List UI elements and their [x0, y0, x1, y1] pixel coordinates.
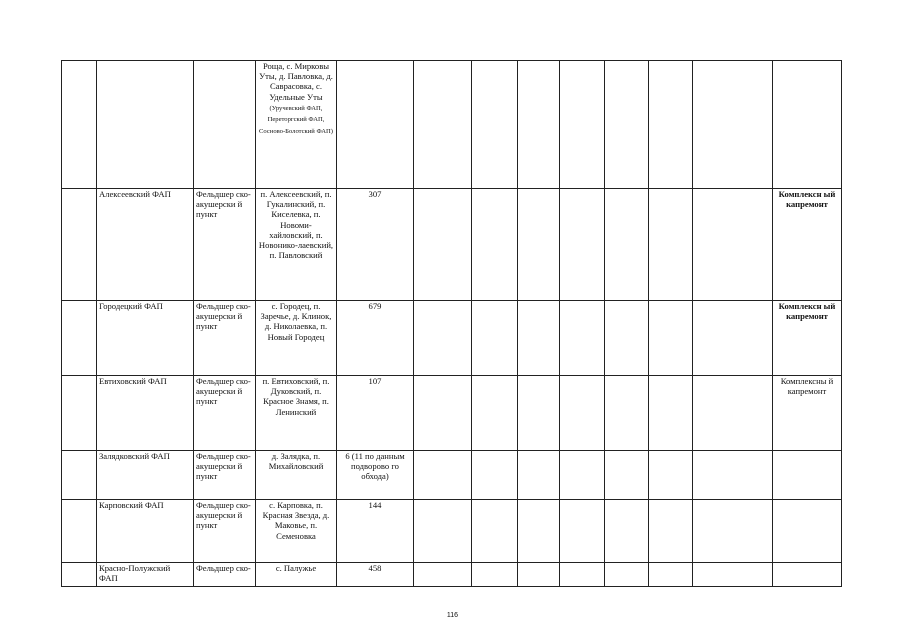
- facility-name-cell: Залядковский ФАП: [97, 451, 194, 500]
- empty-cell: [605, 301, 649, 376]
- empty-cell: [605, 61, 649, 189]
- empty-cell: [518, 189, 560, 301]
- empty-cell: [518, 301, 560, 376]
- empty-cell: [693, 451, 773, 500]
- service-area-text: с. Карповка, п. Красная Звезда, д. Маковье, п. Семеновка: [262, 500, 330, 541]
- empty-cell: [693, 376, 773, 451]
- facility-name-cell: Алексеевский ФАП: [97, 189, 194, 301]
- service-area-text: п. Алексеевский, п. Гукалинский, п. Киселевка, п. Новоми-хайловский, п. Новонико-лаевский, п. Павловский: [258, 189, 334, 261]
- empty-cell: [414, 189, 472, 301]
- table-row: [62, 189, 842, 301]
- row-number-cell: [62, 451, 97, 500]
- note-cell: [773, 500, 842, 563]
- empty-cell: [649, 61, 693, 189]
- empty-cell: [472, 61, 518, 189]
- service-area-cell: [256, 500, 337, 563]
- empty-cell: [560, 500, 605, 563]
- service-area-cell: [256, 376, 337, 451]
- table-row: [62, 301, 842, 376]
- facility-type-cell: [194, 61, 256, 189]
- service-area-cell: [256, 563, 337, 587]
- table-row: [62, 376, 842, 451]
- population-cell: 458: [337, 563, 414, 587]
- empty-cell: [560, 61, 605, 189]
- service-area-cell: [256, 451, 337, 500]
- empty-cell: [560, 189, 605, 301]
- empty-cell: [693, 563, 773, 587]
- empty-cell: [414, 376, 472, 451]
- note-cell: Комплексны й капремонт: [773, 376, 842, 451]
- table-row: [62, 61, 842, 189]
- service-area-cell: [256, 61, 337, 189]
- population-cell: 144: [337, 500, 414, 563]
- empty-cell: [472, 376, 518, 451]
- facility-type-cell: Фельдшер ско-акушерски й пункт: [194, 451, 256, 500]
- empty-cell: [472, 563, 518, 587]
- service-area-text: д. Залядка, п. Михайловский: [268, 451, 324, 472]
- empty-cell: [693, 500, 773, 563]
- empty-cell: [560, 451, 605, 500]
- note-cell: [773, 563, 842, 587]
- service-area-text: с. Палужье: [275, 563, 317, 573]
- population-cell: 307: [337, 189, 414, 301]
- empty-cell: [414, 500, 472, 563]
- empty-cell: [414, 563, 472, 587]
- empty-cell: [649, 451, 693, 500]
- empty-cell: [649, 500, 693, 563]
- facility-type-cell: Фельдшер ско-: [194, 563, 256, 587]
- facility-name-cell: [97, 61, 194, 189]
- empty-cell: [560, 376, 605, 451]
- note-cell: Комплексн ый капремонт: [773, 189, 842, 301]
- empty-cell: [649, 376, 693, 451]
- empty-cell: [472, 500, 518, 563]
- empty-cell: [518, 563, 560, 587]
- empty-cell: [605, 189, 649, 301]
- empty-cell: [472, 451, 518, 500]
- facility-name-cell: Карповский ФАП: [97, 500, 194, 563]
- facility-type-cell: Фельдшер ско-акушерски й пункт: [194, 301, 256, 376]
- facility-type-cell: Фельдшер ско-акушерски й пункт: [194, 376, 256, 451]
- empty-cell: [649, 563, 693, 587]
- empty-cell: [605, 500, 649, 563]
- service-area-text: Роща, с. Мирковы Уты, д. Павловка, д. Саврасовка, с. Удельные Уты: [259, 61, 333, 102]
- empty-cell: [693, 301, 773, 376]
- row-number-cell: [62, 500, 97, 563]
- population-cell: 6 (11 по данным подворово го обхода): [337, 451, 414, 500]
- empty-cell: [605, 563, 649, 587]
- population-cell: 107: [337, 376, 414, 451]
- empty-cell: [414, 451, 472, 500]
- table-row: [62, 563, 842, 587]
- note-cell: [773, 61, 842, 189]
- page-number: 116: [446, 612, 459, 619]
- note-cell: [773, 451, 842, 500]
- empty-cell: [605, 376, 649, 451]
- empty-cell: [560, 301, 605, 376]
- row-number-cell: [62, 189, 97, 301]
- row-number-cell: [62, 563, 97, 587]
- empty-cell: [472, 301, 518, 376]
- empty-cell: [560, 563, 605, 587]
- service-area-cell: [256, 189, 337, 301]
- facilities-table: [61, 60, 842, 587]
- empty-cell: [518, 61, 560, 189]
- population-cell: [337, 61, 414, 189]
- empty-cell: [693, 61, 773, 189]
- service-area-text: с. Городец, п. Заречье, д. Клинок, д. Николаевка, п. Новый Городец: [260, 301, 332, 342]
- empty-cell: [518, 500, 560, 563]
- table-row: [62, 500, 842, 563]
- empty-cell: [693, 189, 773, 301]
- population-cell: 679: [337, 301, 414, 376]
- facility-type-cell: Фельдшер ско-акушерски й пункт: [194, 189, 256, 301]
- service-area-text: п. Евтиховский, п. Дуковский, п. Красное Знамя, п. Ленинский: [262, 376, 330, 417]
- row-number-cell: [62, 301, 97, 376]
- empty-cell: [649, 301, 693, 376]
- empty-cell: [518, 451, 560, 500]
- facility-name-cell: Городецкий ФАП: [97, 301, 194, 376]
- row-number-cell: [62, 61, 97, 189]
- facility-name-cell: Красно-Полужский ФАП: [97, 563, 194, 587]
- service-area-cell: [256, 301, 337, 376]
- row-number-cell: [62, 376, 97, 451]
- empty-cell: [649, 189, 693, 301]
- service-area-note: (Уручевский ФАП, Переторгский ФАП, Сосново-Болотский ФАП): [259, 104, 333, 135]
- empty-cell: [605, 451, 649, 500]
- empty-cell: [518, 376, 560, 451]
- facility-name-cell: Евтиховский ФАП: [97, 376, 194, 451]
- table-row: [62, 451, 842, 500]
- facility-type-cell: Фельдшер ско-акушерски й пункт: [194, 500, 256, 563]
- note-cell: Комплексн ый капремонт: [773, 301, 842, 376]
- empty-cell: [414, 301, 472, 376]
- empty-cell: [472, 189, 518, 301]
- empty-cell: [414, 61, 472, 189]
